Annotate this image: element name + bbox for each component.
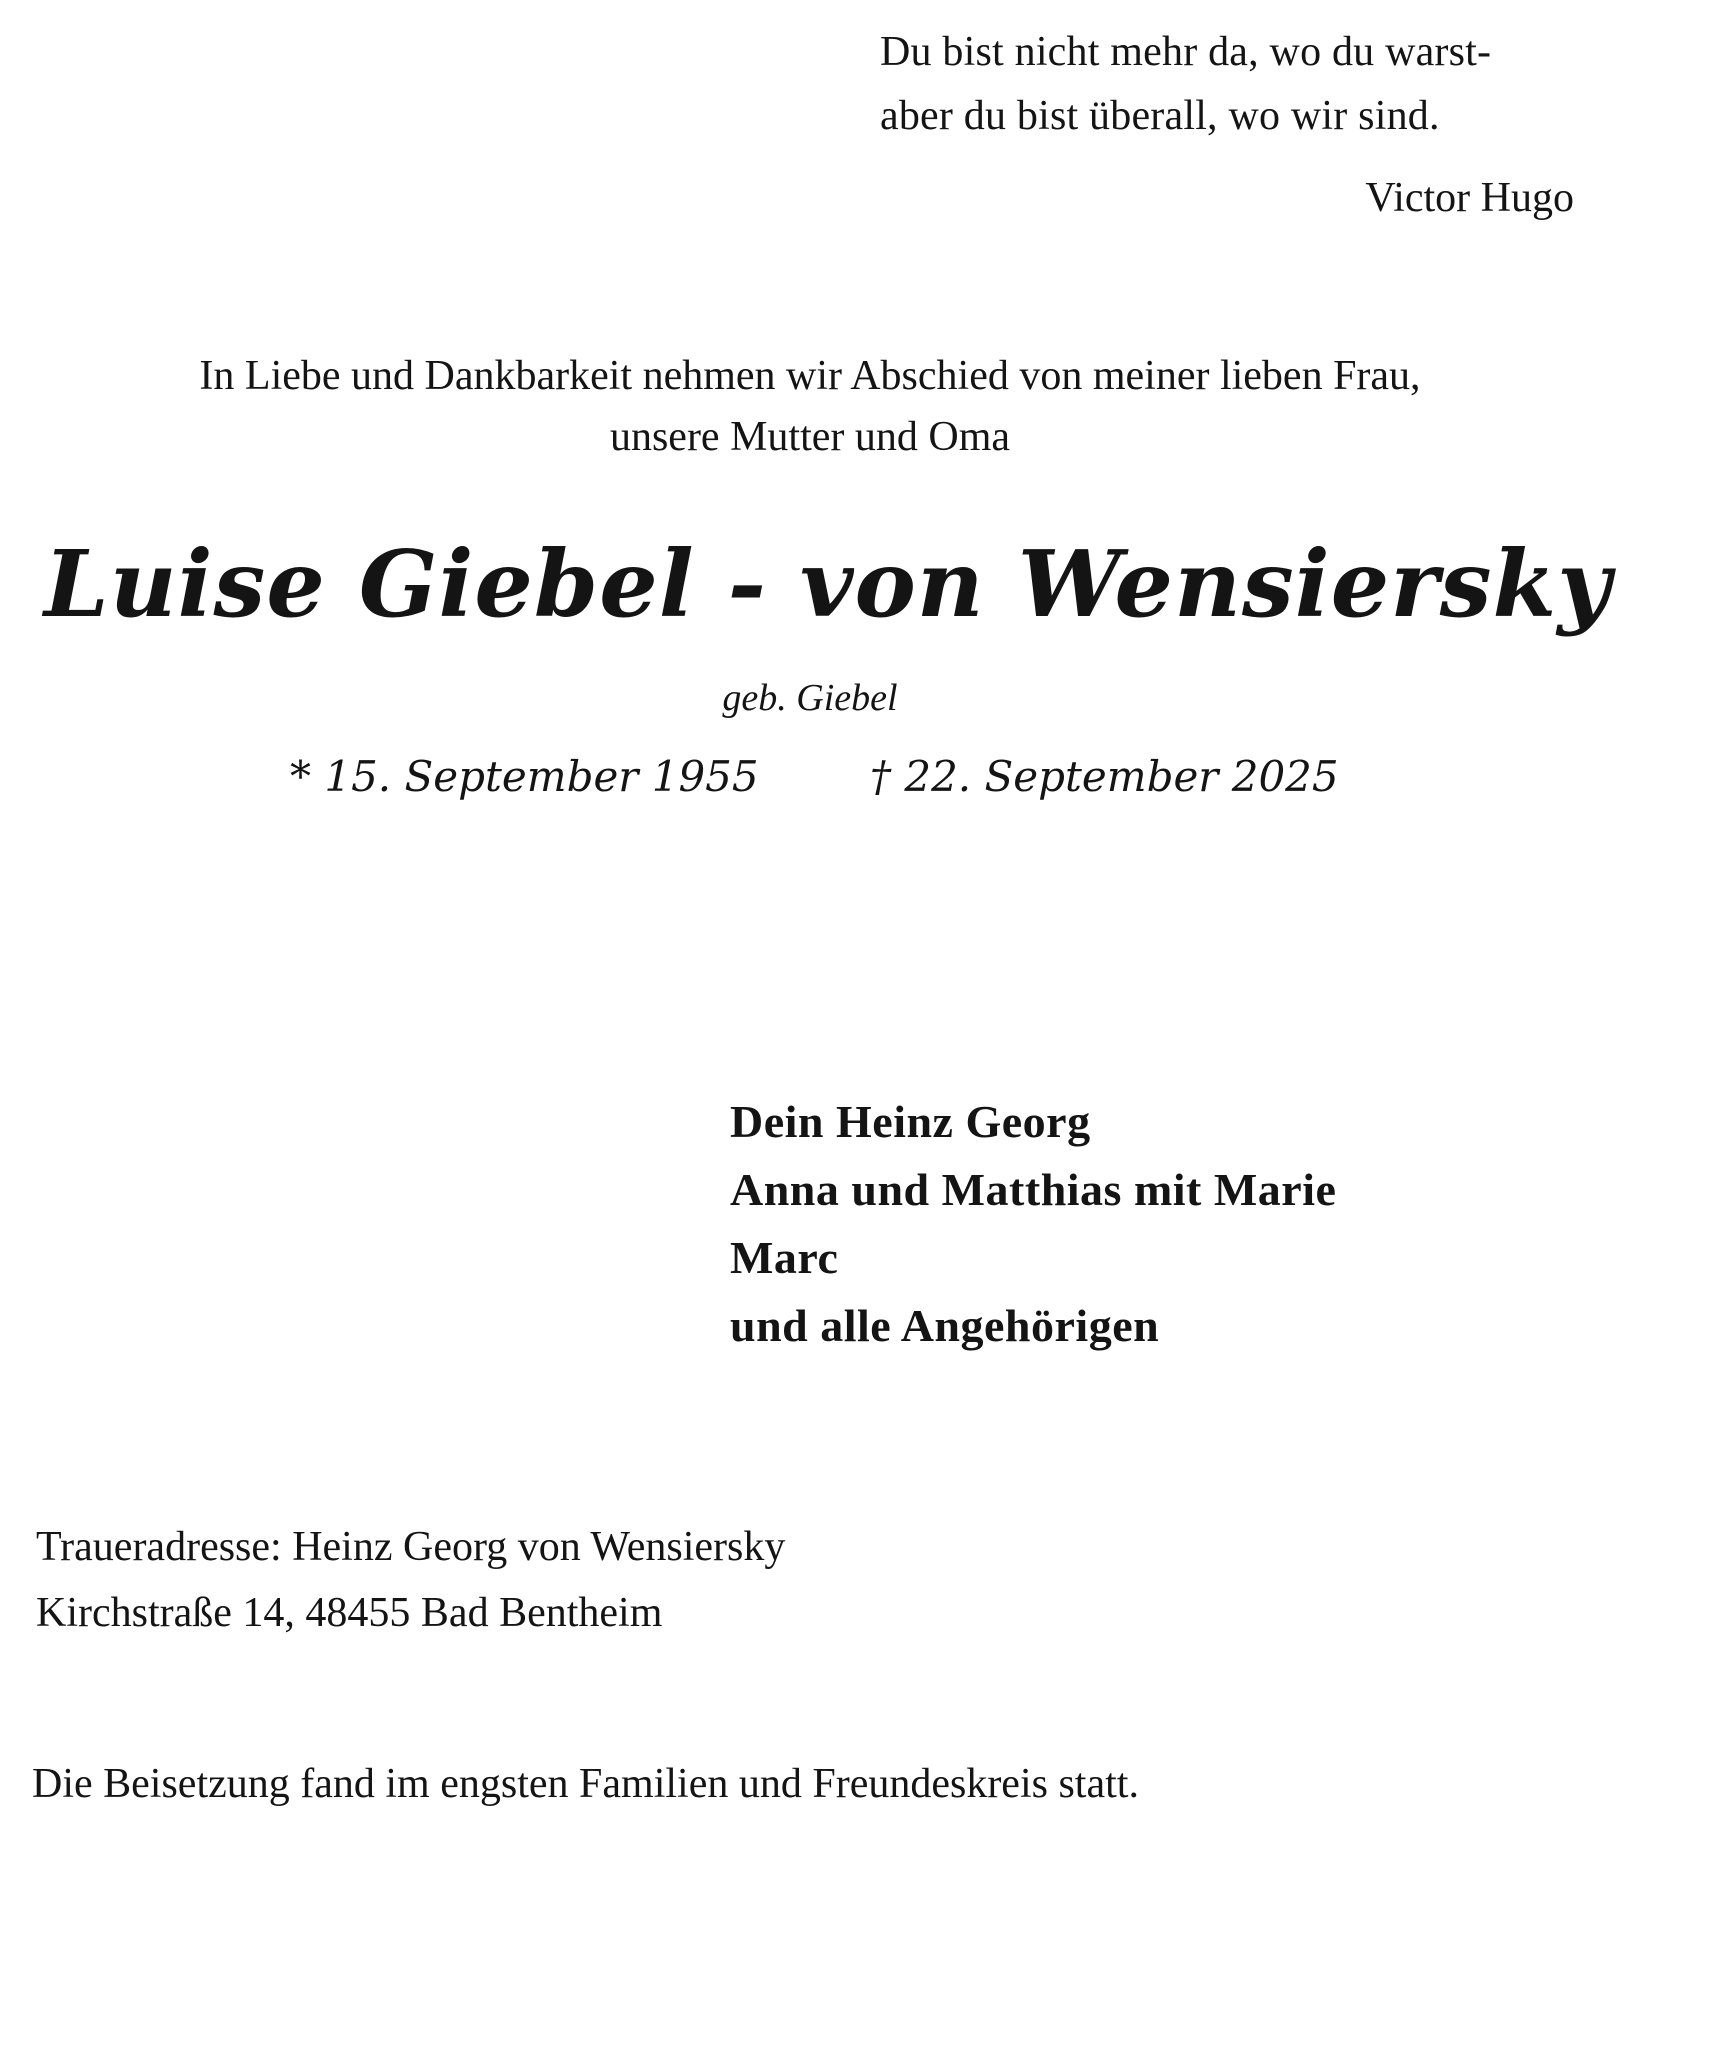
burial-note: Die Beisetzung fand im engsten Familien und Freundeskreis statt. (32, 1761, 1139, 1807)
mourner-line-3: Marc (730, 1232, 839, 1283)
address-line-1: Traueradresse: Heinz Georg von Wensiersky (36, 1524, 786, 1570)
mourner-line-2: Anna und Matthias mit Marie (730, 1164, 1337, 1215)
mourner-line-1: Dein Heinz Georg (730, 1096, 1091, 1147)
intro-line-2: unsere Mutter und Oma (609, 414, 1011, 460)
maiden-name: geb. Giebel (722, 677, 898, 719)
address-line-2: Kirchstraße 14, 48455 Bad Bentheim (36, 1590, 663, 1636)
quote-line-2: aber du bist überall, wo wir sind. (880, 93, 1440, 139)
mourner-line-4: und alle Angehörigen (730, 1300, 1160, 1351)
quote-line-1: Du bist nicht mehr da, wo du warst- (880, 29, 1492, 75)
quote-author: Victor Hugo (1365, 175, 1574, 221)
deceased-name: Luise Giebel - von Wensiersky (44, 530, 1612, 638)
death-date: † 22. September 2025 (870, 752, 1339, 801)
intro-line-1: In Liebe und Dankbarkeit nehmen wir Abschied von meiner lieben Frau, (199, 353, 1421, 399)
birth-date: * 15. September 1955 (290, 752, 759, 801)
